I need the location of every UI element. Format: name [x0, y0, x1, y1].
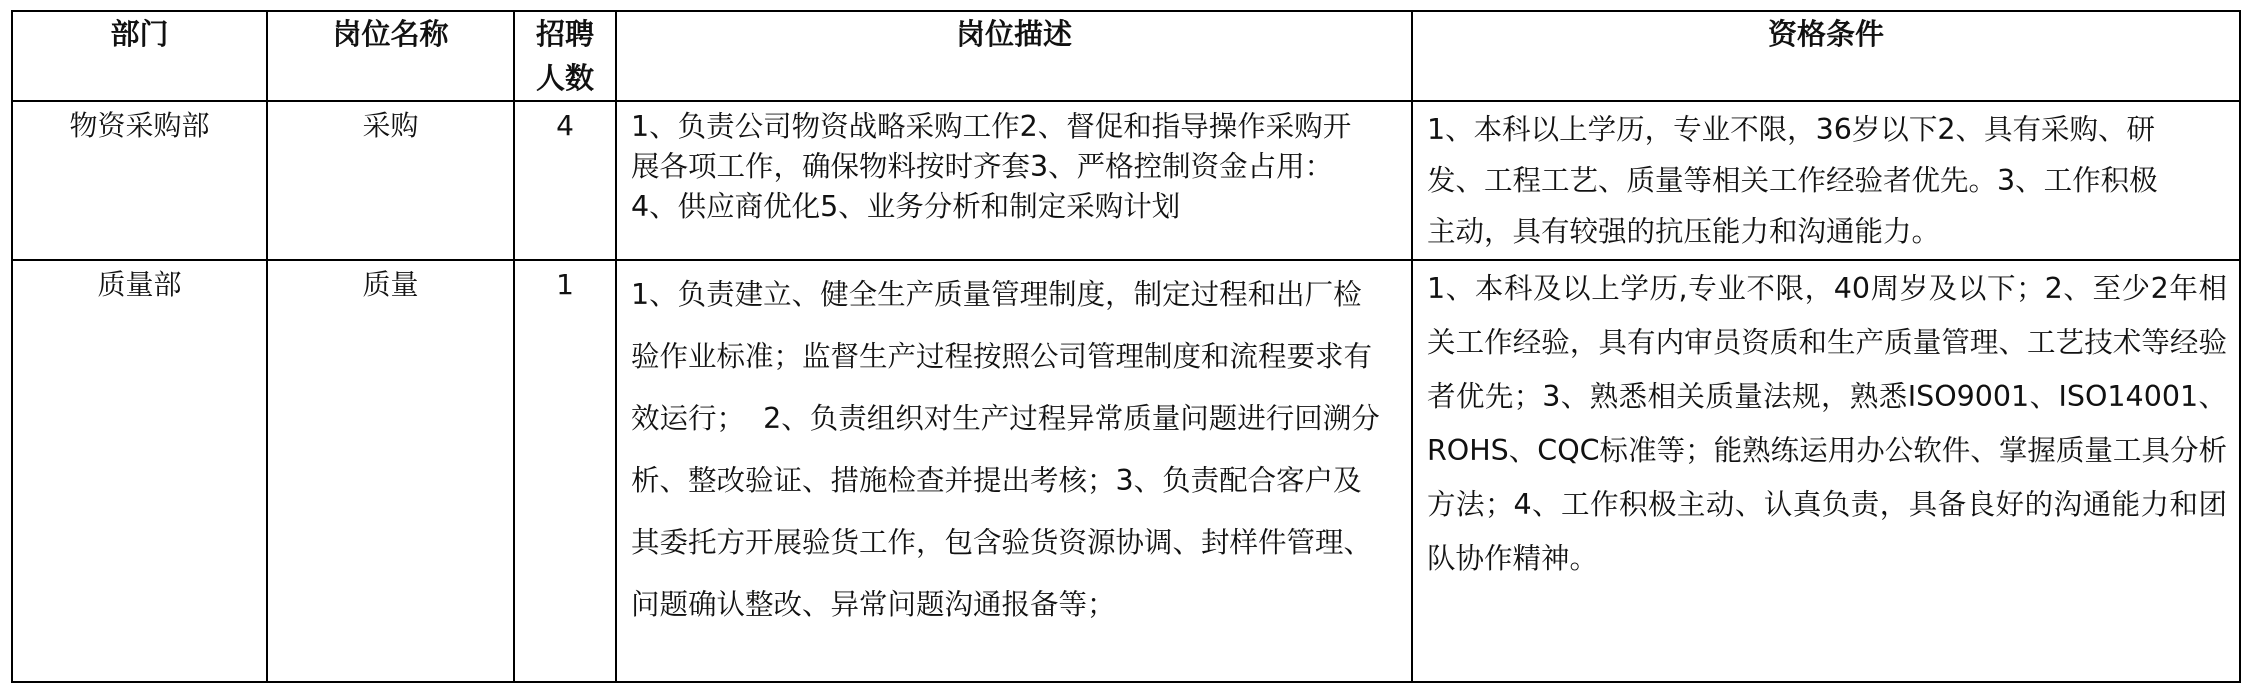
qualification-line: 主动，具有较强的抗压能力和沟通能力。	[1427, 215, 1941, 248]
description-line: 1、负责建立、健全生产质量管理制度，制定过程和出厂检	[631, 278, 1362, 311]
header-count: 招聘人数	[514, 11, 616, 101]
description-line: 效运行； 2、负责组织对生产过程异常质量问题进行回溯分	[631, 402, 1380, 435]
qualification-line: 1、本科以上学历，专业不限，36岁以下2、具有采购、研	[1427, 113, 2156, 146]
qualification-cell	[1412, 101, 2240, 260]
description-cell	[616, 260, 1412, 682]
recruitment-table	[11, 10, 2241, 683]
header-position: 岗位名称	[267, 11, 514, 101]
description-line: 验作业标准；监督生产过程按照公司管理制度和流程要求有	[631, 340, 1373, 373]
header-dept: 部门	[12, 11, 267, 101]
table-row	[12, 260, 2240, 682]
qualification-cell	[1412, 260, 2240, 682]
header-description: 岗位描述	[616, 11, 1412, 101]
count-cell: 4	[514, 101, 616, 260]
qualification-line: 发、工程工艺、质量等相关工作经验者优先。3、工作积极	[1427, 164, 2158, 197]
table-row	[12, 101, 2240, 260]
description-line: 问题确认整改、异常问题沟通报备等；	[631, 588, 1116, 621]
description-line: 其委托方开展验货工作，包含验货资源协调、封样件管理、	[631, 526, 1373, 559]
description-cell	[616, 101, 1412, 260]
header-qualification: 资格条件	[1412, 11, 2240, 101]
description-line: 4、供应商优化5、业务分析和制定采购计划	[631, 190, 1181, 223]
dept-cell: 质量部	[12, 260, 267, 682]
count-cell: 1	[514, 260, 616, 682]
position-cell: 采购	[267, 101, 514, 260]
position-cell: 质量	[267, 260, 514, 682]
qualification-text: 1、本科及以上学历,专业不限，40周岁及以下；2、至少2年相关工作经验，具有内审员资质和生产质量管理、工艺技术等经验者优先；3、熟悉相关质量法规，熟悉ISO9001、ISO14001、ROHS、CQC标准等；能熟练运用办公软件、掌握质量工具分析方法；4、工作积极主动、认真负责，具备良好的沟通能力和团队协作精神。	[1427, 272, 2227, 575]
header-row	[12, 11, 2240, 101]
description-line: 1、负责公司物资战略采购工作2、督促和指导操作采购开	[631, 110, 1352, 143]
description-line: 展各项工作，确保物料按时齐套3、严格控制资金占用：	[631, 150, 1334, 183]
description-line: 析、整改验证、措施检查并提出考核；3、负责配合客户及	[631, 464, 1362, 497]
dept-cell: 物资采购部	[12, 101, 267, 260]
